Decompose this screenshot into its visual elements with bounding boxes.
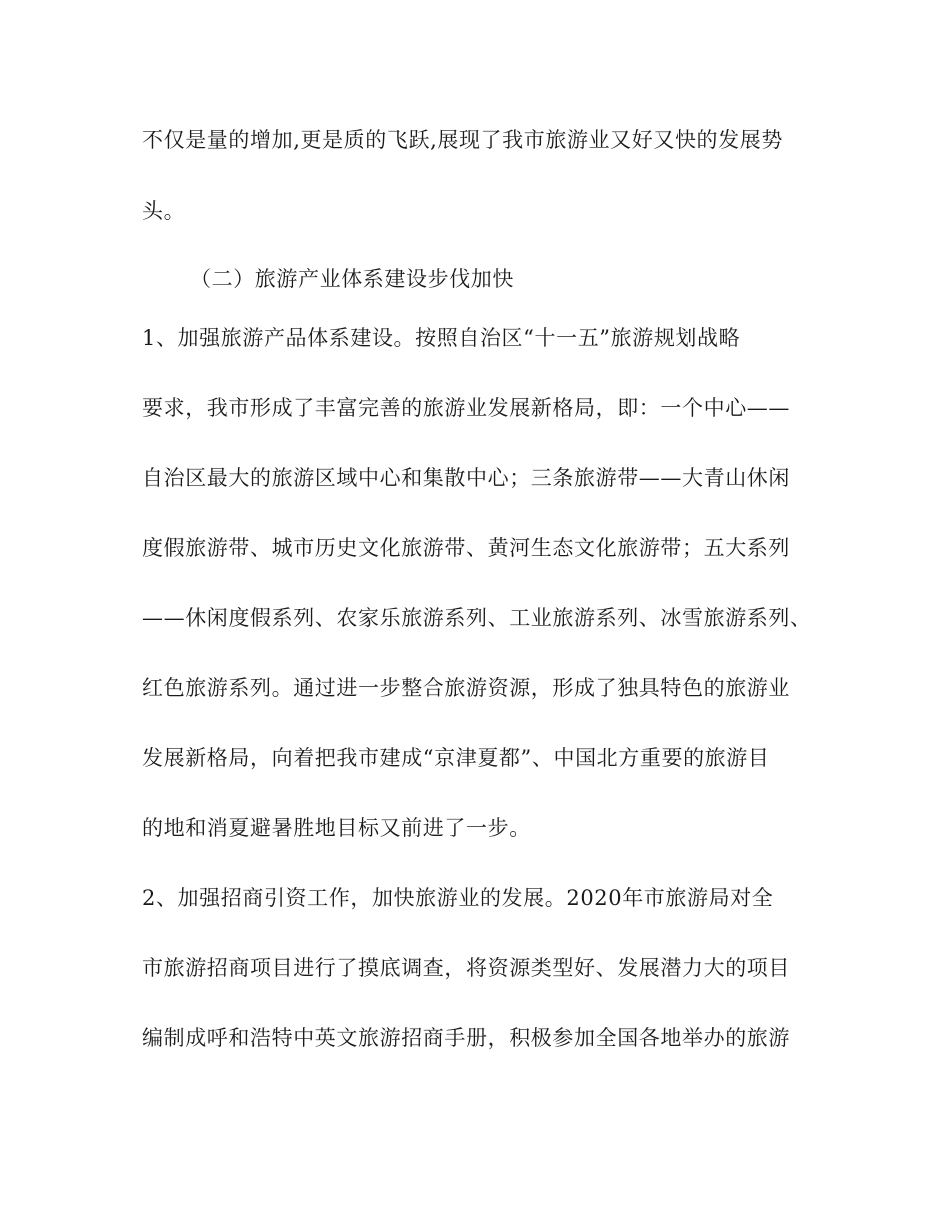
paragraph-line-9: 红色旅游系列。通过进一步整合旅游资源，形成了独具特色的旅游业 — [142, 676, 790, 700]
paragraph-line-8: ——休闲度假系列、农家乐旅游系列、工业旅游系列、冰雪旅游系列、 — [142, 606, 812, 630]
paragraph-line-14: 编制成呼和浩特中英文旅游招商手册，积极参加全国各地举办的旅游 — [142, 1026, 790, 1050]
paragraph-line-4: 1、加强旅游产品体系建设。按照自治区“十一五”旅游规划战略 — [142, 326, 741, 350]
paragraph-line-5: 要求，我市形成了丰富完善的旅游业发展新格局，即：一个中心—— — [142, 396, 790, 420]
paragraph-line-13: 市旅游招商项目进行了摸底调查，将资源类型好、发展潜力大的项目 — [142, 956, 790, 980]
paragraph-line-2: 头。 — [142, 199, 186, 223]
section-heading: （二）旅游产业体系建设步伐加快 — [190, 267, 514, 291]
paragraph-line-10: 发展新格局，向着把我市建成“京津夏都”、中国北方重要的旅游目 — [142, 746, 770, 770]
paragraph-line-1: 不仅是量的增加,更是质的飞跃,展现了我市旅游业又好又快的发展势 — [142, 128, 783, 152]
paragraph-line-7: 度假旅游带、城市历史文化旅游带、黄河生态文化旅游带；五大系列 — [142, 536, 790, 560]
paragraph-line-6: 自治区最大的旅游区域中心和集散中心；三条旅游带——大青山休闲 — [142, 466, 790, 490]
paragraph-line-11: 的地和消夏避暑胜地目标又前进了一步。 — [142, 816, 531, 840]
paragraph-line-12: 2、加强招商引资工作，加快旅游业的发展。2020年市旅游局对全 — [142, 886, 774, 910]
